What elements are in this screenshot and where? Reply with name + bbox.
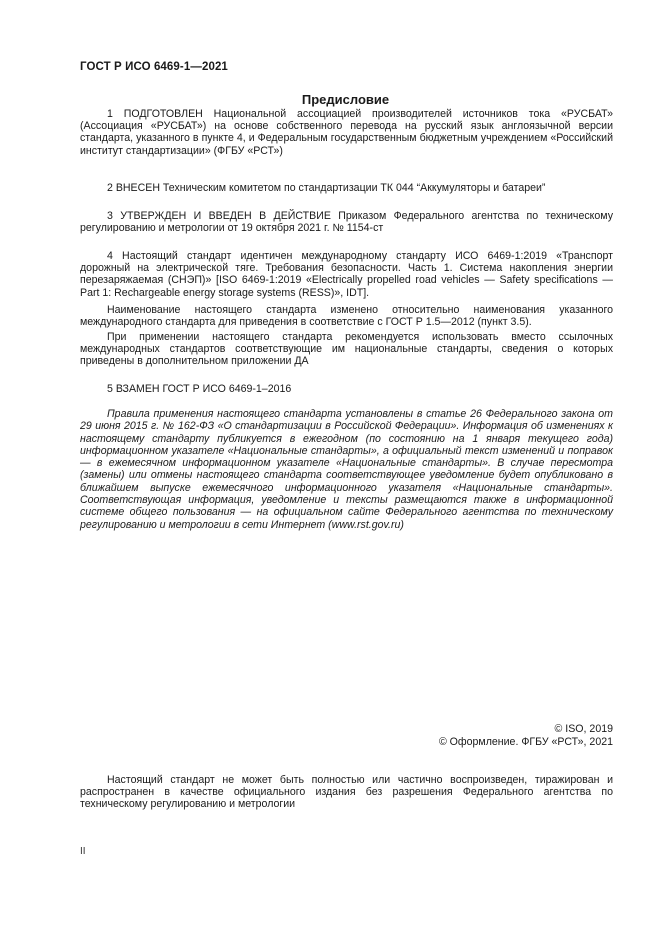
rules-of-application-notice: Правила применения настоящего стандарта установлены в статье 26 Федерального закона от 29 июня 2015 г. № 162-ФЗ «О стандартизации в Российской Федерации». Информация об изменениях к настоящему стандарту публикуется в ежегодном (по состоянию на 1 января текущего года) информационном указателе «Национальные стандарты», а официальный текст изменений и поправок — в ежемесячном информационном указателе «Национальные стандарты». В случае пересмотра (замены) или отмены настоящего стандарта соответствующее уведомление будет опубликовано в ближайшем выпуске ежемесячного информационного указателя «Национальные стандарты». Соответствующая информация, уведомление и тексты размещаются также в информационной системе общего пользования — на официальном сайте Федерального агентства по техническому регулированию и метрологии в сети Интернет (www.rst.gov.ru) bbox=[80, 408, 613, 531]
foreword-item-4-title-note: Наименование настоящего стандарта изменено относительно наименования указанного международного стандарта для приведения в соответствие с ГОСТ Р 1.5—2012 (пункт 3.5). bbox=[80, 304, 613, 329]
copyright-rst: © Оформление. ФГБУ «РСТ», 2021 bbox=[438, 736, 613, 748]
foreword-item-4-reference-note: При применении настоящего стандарта рекомендуется использовать вместо ссылочных международных стандартов соответствующие им национальные стандарты, сведения о которых приведены в дополнительном приложении ДА bbox=[80, 331, 613, 368]
page-title: Предисловие bbox=[301, 92, 390, 107]
reproduction-notice: Настоящий стандарт не может быть полностью или частично воспроизведен, тиражирован и распространен в качестве официального издания без разрешения Федерального агентства по техническому регулированию и метрологии bbox=[80, 774, 613, 811]
foreword-item-2: 2 ВНЕСЕН Техническим комитетом по стандартизации ТК 044 “Аккумуляторы и батареи” bbox=[107, 182, 546, 194]
copyright-iso: © ISO, 2019 bbox=[554, 723, 613, 735]
standard-designation: ГОСТ Р ИСО 6469-1—2021 bbox=[80, 61, 228, 73]
page-number: II bbox=[80, 846, 86, 857]
foreword-item-4: 4 Настоящий стандарт идентичен международному стандарту ИСО 6469-1:2019 «Транспорт дорожный на электрической тяге. Требования безопасности. Часть 1. Система накопления энергии перезаряжаемая (СНЭП)» [ISO 6469-1:2019 «Electrically propelled road vehicles — Safety specifications — Part 1: Rechargeable energy storage systems (RESS)», IDT]. bbox=[80, 250, 613, 299]
foreword-item-1: 1 ПОДГОТОВЛЕН Национальной ассоциацией производителей источников тока «РУСБАТ» (Ассоциация «РУСБАТ») на основе собственного перевода на русский язык англоязычной версии стандарта, указанного в пункте 4, и Федеральным государственным бюджетным учреждением «Российский институт стандартизации» (ФГБУ «РСТ») bbox=[80, 108, 613, 157]
foreword-item-5: 5 ВЗАМЕН ГОСТ Р ИСО 6469-1–2016 bbox=[107, 383, 292, 395]
foreword-item-3: 3 УТВЕРЖДЕН И ВВЕДЕН В ДЕЙСТВИЕ Приказом Федерального агентства по техническому регулированию и метрологии от 19 октября 2021 г. № 1154-ст bbox=[80, 210, 613, 235]
